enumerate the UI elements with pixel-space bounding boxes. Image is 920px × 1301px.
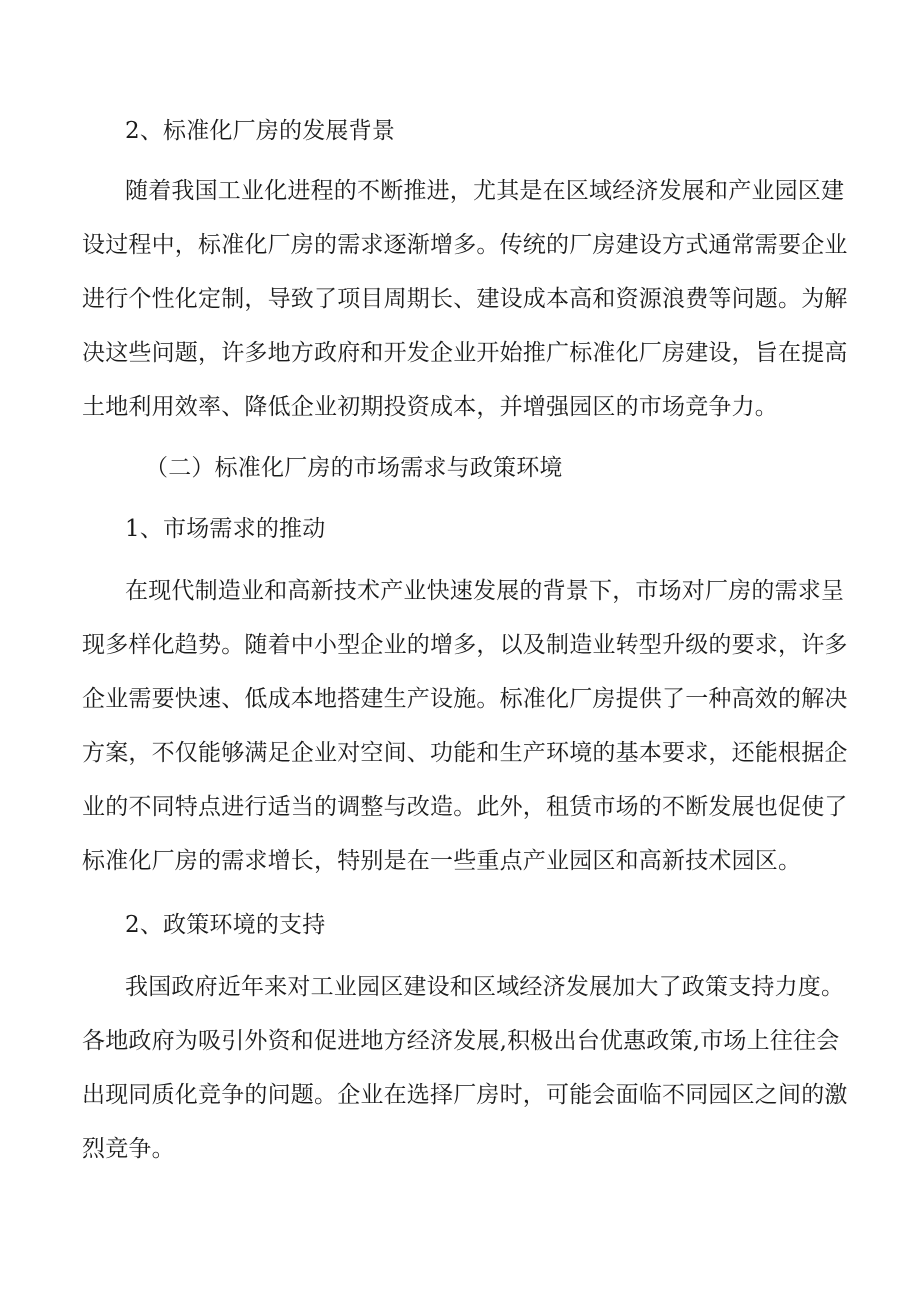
subsection-heading-market-demand: 1、市场需求的推动 [125,516,326,542]
paragraph-line: 设过程中，标准化厂房的需求逐渐增多。传统的厂房建设方式通常需要企业 [82,232,848,258]
paragraph-line: 现多样化趋势。随着中小型企业的增多，以及制造业转型升级的要求，许多 [82,632,848,658]
paragraph-line: 随着我国工业化进程的不断推进，尤其是在区域经济发展和产业园区建 [125,178,845,204]
paragraph-line: 烈竞争。 [82,1136,175,1162]
paragraph-line: 标准化厂房的需求增长，特别是在一些重点产业园区和高新技术园区。 [82,848,802,874]
paragraph-line: 各地政府为吸引外资和促进地方经济发展,积极出台优惠政策,市场上往往会 [82,1028,840,1054]
paragraph-line: 方案，不仅能够满足企业对空间、功能和生产环境的基本要求，还能根据企 [82,740,848,766]
section-heading-development-background: 2、标准化厂房的发展背景 [125,118,396,144]
subsection-heading-policy-support: 2、政策环境的支持 [125,912,326,938]
paragraph-line: 我国政府近年来对工业园区建设和区域经济发展加大了政策支持力度。 [125,974,845,1000]
paragraph-line: 决这些问题，许多地方政府和开发企业开始推广标准化厂房建设，旨在提高 [82,340,848,366]
paragraph-line: 业的不同特点进行适当的调整与改造。此外，租赁市场的不断发展也促使了 [82,794,848,820]
section-heading-market-policy: （二）标准化厂房的市场需求与政策环境 [145,455,563,481]
paragraph-line: 进行个性化定制，导致了项目周期长、建设成本高和资源浪费等问题。为解 [82,286,848,312]
paragraph-line: 在现代制造业和高新技术产业快速发展的背景下，市场对厂房的需求呈 [125,578,845,604]
paragraph-line: 企业需要快速、低成本地搭建生产设施。标准化厂房提供了一种高效的解决 [82,686,848,712]
paragraph-line: 土地利用效率、降低企业初期投资成本，并增强园区的市场竞争力。 [82,394,778,420]
paragraph-line: 出现同质化竞争的问题。企业在选择厂房时，可能会面临不同园区之间的激 [82,1082,848,1108]
